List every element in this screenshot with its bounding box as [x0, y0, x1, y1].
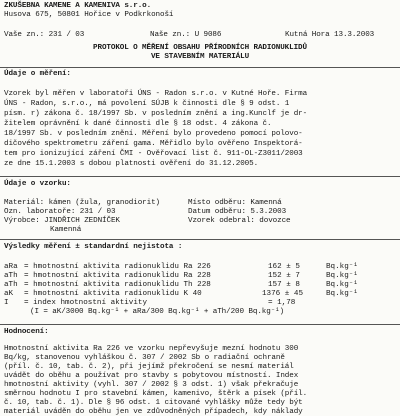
misto-odberu-field: Místo odběru: Kamenná [188, 199, 282, 207]
result-description: = index hmotnostní aktivity [24, 299, 148, 307]
result-unit: Bq.kg⁻¹ [326, 272, 358, 280]
mereni-line: ze dne 15.1.2003 s dobou platnosti ověření do 31.12.2005. [4, 160, 259, 168]
company-name: ZKUŠEBNA KAMENE A KAMENIVA s.r.o. [4, 2, 152, 10]
mereni-line: žitelem oprávnění k dané činnosti dle § 18 odst. 4 zákona č. [4, 120, 272, 128]
mereni-line: písm. r) zákona č. 18/1997 Sb. v posledním znění a ing.Kunclf je dr- [4, 110, 308, 118]
vzorek-heading: Údaje o vzorku: [4, 180, 71, 188]
hodnoceni-line: uvádět do oběhu a používat pro stavby s pobytovou místností. Index [4, 372, 299, 380]
place-date: Kutná Hora 13.3.2003 [285, 31, 375, 39]
protocol-title-line2: VE STAVEBNÍM MATERIÁLU [150, 53, 250, 61]
result-symbol: aRa [4, 263, 18, 271]
mereni-line: dičového spektrometru záření gama. Měřidlo bylo ověřeno Inspektorá- [4, 140, 303, 148]
result-symbol: aK [4, 290, 14, 298]
hodnoceni-line: (příl. č. 10, tab. č. 2), při jejímž překročení se nesmí materiál [4, 363, 294, 371]
hodnoceni-line: materiál uváděn do oběhu jen ve zdůvodněných případech, kdy náklady [4, 408, 303, 416]
result-description: = hmotnostní aktivita radionuklidu Th 228 [24, 281, 211, 289]
result-symbol: aTh [4, 272, 18, 280]
result-value: = 1,78 [268, 299, 296, 307]
result-value: 1376 ± 45 [262, 290, 304, 298]
odebral-field: Vzorek odebral: dovozce [188, 217, 291, 225]
divider [0, 176, 400, 177]
material-field: Materiál: kámen (žula, granodiorit) [4, 199, 160, 207]
nase-znacka: Naše zn.: U 9086 [150, 31, 222, 39]
result-value: 157 ± 8 [268, 281, 300, 289]
result-unit: Bq.kg⁻¹ [326, 263, 358, 271]
result-value: 162 ± 5 [268, 263, 300, 271]
hodnoceni-line: Bq/kg, stanovenou vyhláškou č. 307 / 2002 Sb o radiační ochraně [4, 354, 285, 362]
result-symbol: I [4, 299, 9, 307]
result-description: = hmotnostní aktivita radionuklidu Ra 226 [24, 263, 211, 271]
mereni-heading: Údaje o měření: [4, 70, 71, 78]
vyrobce-field: Výrobce: JINDŘICH ZEDNÍČEK [4, 217, 120, 225]
mereni-line: 18/1997 Sb. v posledním znění. Měření bylo provedeno pomocí polovo- [4, 130, 303, 138]
hodnoceni-line: č. 10, tab. č. 1). Dle § 96 odst. 1 citované vyhlášky může tedy být [4, 399, 303, 407]
hodnoceni-heading: Hodnocení: [4, 328, 49, 336]
result-description: = hmotnostní aktivita radionuklidu K 40 [24, 290, 202, 298]
hodnoceni-line: směrnou hodnotu I pro stavební kámen, kamenivo, štěrk a písek (příl. [4, 390, 308, 398]
protocol-title-line1: PROTOKOL O MĚŘENÍ OBSAHU PŘÍRODNÍCH RADIONUKLIDŮ [93, 44, 307, 52]
datum-odberu-field: Datum odběru: 5.3.2003 [188, 208, 287, 216]
divider [0, 324, 400, 325]
oznaceni-laboratore-field: Ozn. laboratoře: 231 / 03 [4, 208, 116, 216]
result-description: = hmotnostní aktivita radionuklidu Ra 228 [24, 272, 211, 280]
hodnoceni-line: hmotnostní aktivity (vyhl. 307 / 2002 § 3 odst. 1) však překračuje [4, 381, 299, 389]
index-formula: (I = aK/3000 Bq.kg⁻¹ + aRa/300 Bq.kg⁻¹ + aTh/200 Bq.kg⁻¹) [30, 308, 285, 316]
result-symbol: aTh [4, 281, 18, 289]
result-unit: Bq.kg⁻¹ [326, 281, 358, 289]
mereni-line: Vzorek byl měřen v laboratoři ÚNS - Radon s.r.o. v Kutné Hoře. Firma [4, 90, 308, 98]
vysledky-heading: Výsledky měření ± standardní nejistota : [4, 243, 183, 251]
divider [0, 239, 400, 240]
result-unit: Bq.kg⁻¹ [326, 290, 358, 298]
result-value: 152 ± 7 [268, 272, 300, 280]
divider [0, 67, 400, 68]
hodnoceni-line: Hmotnostní aktivita Ra 226 ve vzorku nepřevyšuje mezní hodnotu 300 [4, 345, 299, 353]
vase-znacka: Vaše zn.: 231 / 03 [4, 31, 85, 39]
mereni-line: ÚNS - Radon, s.r.o., má povolení SÚJB k činnosti dle § 9 odst. 1 [4, 100, 290, 108]
vyrobce-address: Kamenná [50, 226, 82, 234]
company-address: Husova 675, 50801 Hořice v Podkrkonoší [4, 11, 174, 19]
mereni-line: tem pro ionizující záření ČMI - Ověřovací list č. 911-OL-Z3011/2003 [4, 150, 303, 158]
